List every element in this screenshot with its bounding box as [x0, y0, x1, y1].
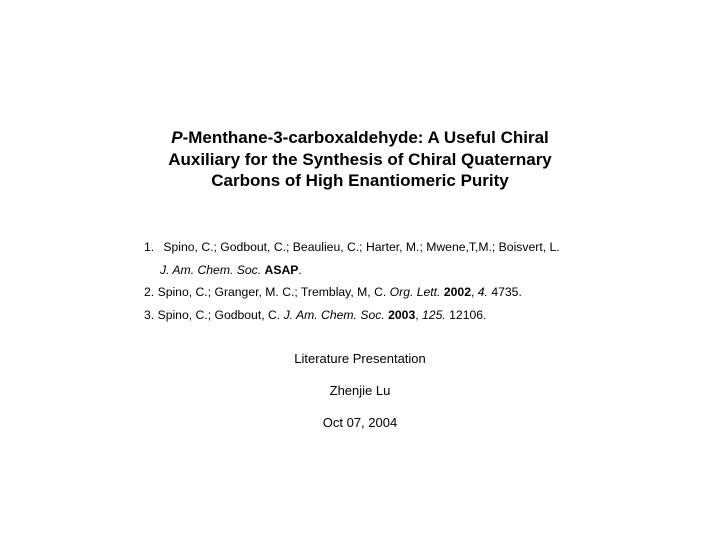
title-italic-prefix: P: [171, 128, 183, 147]
reference-2-volume: 4.: [477, 285, 488, 299]
reference-3-pages: 12106.: [449, 307, 487, 322]
reference-1-status: ASAP: [264, 262, 299, 277]
title-line-1: [100, 127, 620, 149]
reference-1-end: .: [298, 262, 302, 277]
reference-2-year: 2002: [443, 285, 471, 299]
reference-1-authors: Spino, C.; Godbout, C.; Beaulieu, C.; Harter, M.; Mwene,T,M.; Boisvert, L.: [163, 240, 560, 254]
title-line-1-text: -Menthane-3-carboxaldehyde: A Useful Chiral: [182, 128, 549, 147]
reference-3-volume: 125.: [422, 307, 446, 322]
reference-1: [144, 236, 560, 259]
reference-2: 2. Spino, C.; Granger, M. C.; Tremblay, M, C. Org. Lett. 2002, 4. 4735.: [144, 285, 522, 299]
presenter-name: Zhenjie Lu: [329, 383, 391, 398]
reference-3: 3. Spino, C.; Godbout, C. J. Am. Chem. Soc. 2003, 125. 12106.: [144, 307, 487, 322]
reference-2-authors: Spino, C.; Granger, M. C.; Tremblay, M, C.: [157, 285, 387, 299]
title-line-3: Carbons of High Enantiomeric Purity: [211, 171, 509, 190]
presentation-date: Oct 07, 2004: [322, 415, 398, 430]
reference-2-journal: Org. Lett.: [389, 285, 441, 299]
reference-1-number: 1.: [144, 240, 155, 254]
reference-2-pages: 4735.: [491, 285, 522, 299]
reference-3-journal: J. Am. Chem. Soc.: [283, 307, 385, 322]
slide-title: [100, 127, 620, 192]
reference-2-number: 2.: [144, 285, 155, 299]
reference-list: [144, 236, 560, 326]
reference-1-journal: J. Am. Chem. Soc.: [160, 262, 262, 277]
presentation-type: Literature Presentation: [294, 351, 426, 366]
presentation-info: [210, 350, 510, 446]
title-line-2: Auxiliary for the Synthesis of Chiral Quaternary: [168, 149, 552, 169]
reference-1-citation: [144, 259, 560, 282]
reference-3-authors: Spino, C.; Godbout, C.: [157, 307, 281, 322]
reference-3-year: 2003: [388, 307, 416, 322]
reference-3-number: 3.: [144, 307, 155, 322]
